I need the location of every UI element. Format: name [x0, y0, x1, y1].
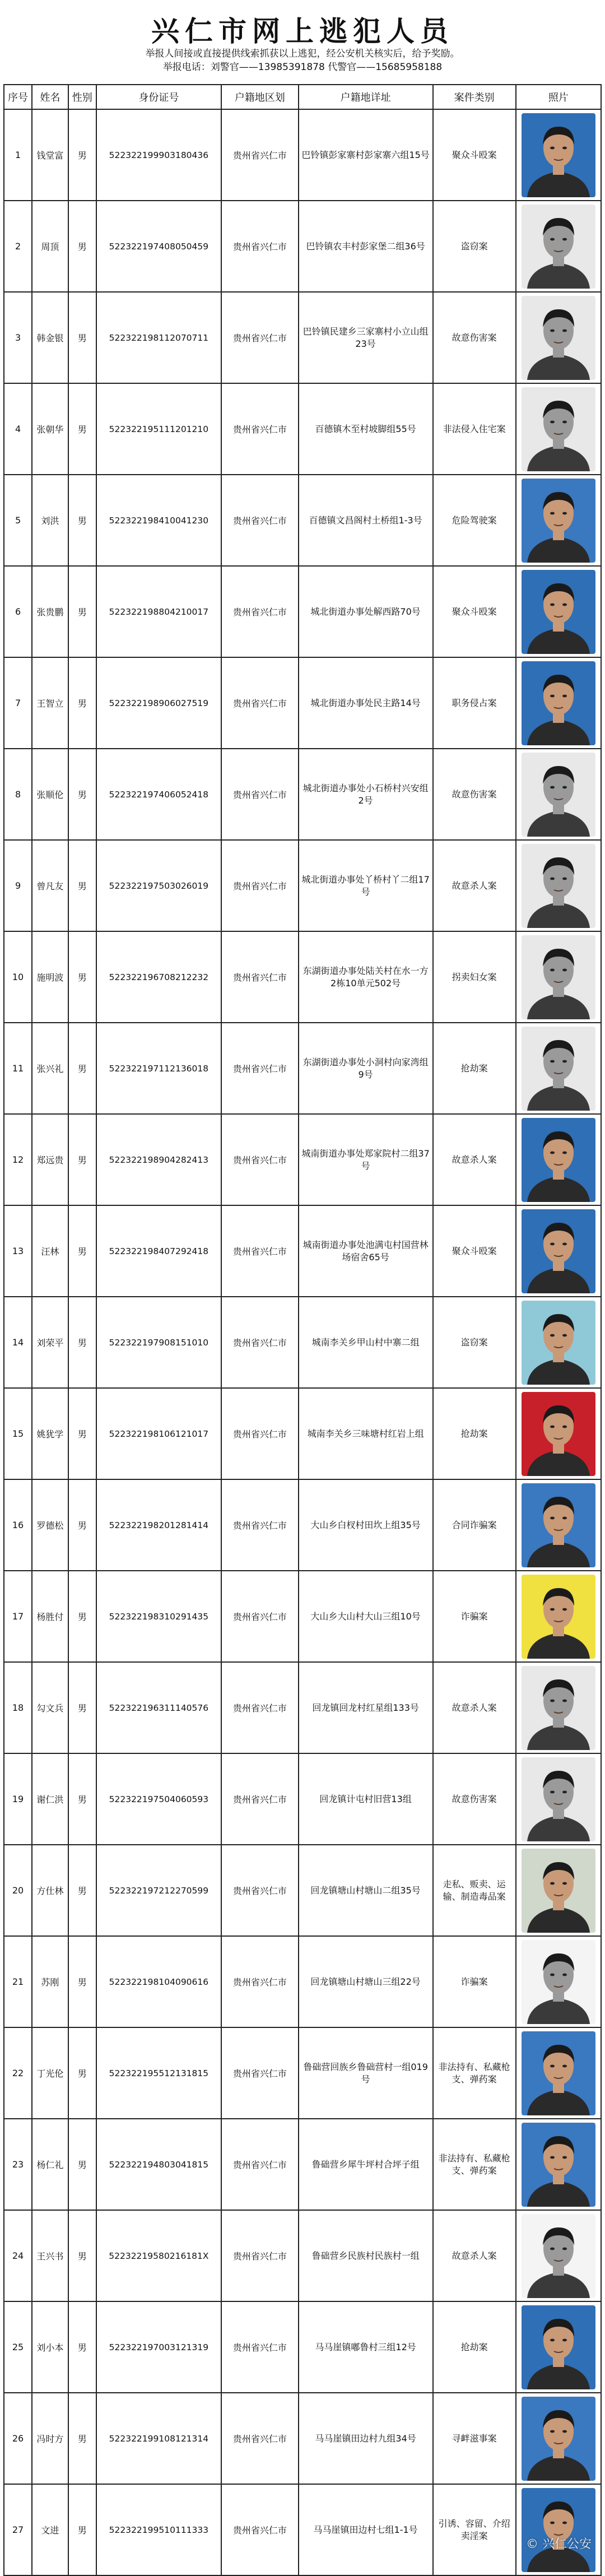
- cell-id-number: 522322199108121314: [96, 2393, 221, 2484]
- cell-id-number: 522322197503026019: [96, 840, 221, 931]
- cell-photo: [516, 292, 601, 383]
- cell-sex: 男: [68, 1023, 96, 1114]
- mugshot-photo: [522, 1209, 595, 1293]
- cell-crime: 抢劫案: [433, 1023, 516, 1114]
- table-row: [4, 749, 601, 840]
- cell-name: 张顺伦: [32, 749, 68, 840]
- cell-address: 城北街道办事处解西路70号: [299, 566, 433, 657]
- cell-id-number: 522322198410041230: [96, 475, 221, 566]
- cell-id-number: 522322198804210017: [96, 566, 221, 657]
- cell-address: 百德镇木至村坡脚组55号: [299, 383, 433, 475]
- table-row: [4, 2301, 601, 2393]
- cell-region: 贵州省兴仁市: [221, 1845, 299, 1936]
- cell-id-number: 522322198104090616: [96, 1936, 221, 2027]
- cell-sex: 男: [68, 2393, 96, 2484]
- cell-region: 贵州省兴仁市: [221, 657, 299, 749]
- page-title: 兴仁市网上逃犯人员: [151, 15, 454, 48]
- cell-no: 23: [4, 2119, 32, 2210]
- watermark: © 兴仁公安: [526, 2537, 592, 2551]
- cell-region: 贵州省兴仁市: [221, 1114, 299, 1205]
- cell-address: 城南街道办事处池满屯村国营林场宿舍65号: [299, 1205, 433, 1297]
- cell-name: 冯时方: [32, 2393, 68, 2484]
- mugshot-photo: [522, 1757, 595, 1841]
- cell-sex: 男: [68, 1662, 96, 1753]
- cell-no: 14: [4, 1297, 32, 1388]
- cell-photo: [516, 1845, 601, 1936]
- cell-crime: 抢劫案: [433, 1388, 516, 1479]
- table-row: [4, 1114, 601, 1205]
- cell-no: 25: [4, 2301, 32, 2393]
- mugshot-photo: [522, 113, 595, 197]
- notice-reward-line: 举报人间接或直接提供线索抓获以上逃犯，经公安机关核实后，给予奖励。: [145, 48, 460, 59]
- cell-address: 城北街道办事处丫桥村丫二组17号: [299, 840, 433, 931]
- cell-name: 罗德松: [32, 1479, 68, 1571]
- cell-id-number: 522322196311140576: [96, 1662, 221, 1753]
- table-row: [4, 292, 601, 383]
- table-body: [4, 109, 601, 2575]
- cell-no: 8: [4, 749, 32, 840]
- cell-crime: 抢劫案: [433, 2301, 516, 2393]
- cell-sex: 男: [68, 475, 96, 566]
- col-header-crime: 案件类别: [433, 85, 516, 109]
- mugshot-photo: [522, 2488, 595, 2572]
- cell-name: 苏刚: [32, 1936, 68, 2027]
- mugshot-photo: [522, 753, 595, 837]
- cell-address: 城南李关乡三味塘村红岩上组: [299, 1388, 433, 1479]
- cell-crime: 拐卖妇女案: [433, 931, 516, 1023]
- cell-crime: 故意伤害案: [433, 292, 516, 383]
- cell-region: 贵州省兴仁市: [221, 2027, 299, 2119]
- cell-crime: 非法持有、私藏枪支、弹药案: [433, 2027, 516, 2119]
- cell-address: 城北街道办事处小石桥村兴安组2号: [299, 749, 433, 840]
- cell-id-number: 522322198106121017: [96, 1388, 221, 1479]
- cell-name: 钱堂富: [32, 109, 68, 201]
- cell-name: 周顶: [32, 201, 68, 292]
- cell-sex: 男: [68, 2484, 96, 2575]
- cell-id-number: 522322197504060593: [96, 1753, 221, 1845]
- cell-address: 马马崖镇嘟鲁村三组12号: [299, 2301, 433, 2393]
- mugshot-photo: [522, 479, 595, 563]
- cell-address: 马马崖镇田边村七组1-1号: [299, 2484, 433, 2575]
- mugshot-photo: [522, 935, 595, 1019]
- cell-crime: 寻衅滋事案: [433, 2393, 516, 2484]
- cell-region: 贵州省兴仁市: [221, 931, 299, 1023]
- mugshot-photo: [522, 2214, 595, 2298]
- cell-crime: 故意杀人案: [433, 1114, 516, 1205]
- cell-name: 汪林: [32, 1205, 68, 1297]
- mugshot-photo: [522, 1118, 595, 1202]
- cell-address: 城南街道办事处郑家院村二组37号: [299, 1114, 433, 1205]
- cell-address: 东湖街道办事处陆关村在水一方2栋10单元502号: [299, 931, 433, 1023]
- cell-id-number: 522322198906027519: [96, 657, 221, 749]
- cell-photo: [516, 657, 601, 749]
- table-row: [4, 1297, 601, 1388]
- cell-photo: [516, 2119, 601, 2210]
- cell-sex: 男: [68, 1479, 96, 1571]
- cell-no: 17: [4, 1571, 32, 1662]
- table-row: [4, 2210, 601, 2301]
- cell-id-number: 522322198407292418: [96, 1205, 221, 1297]
- cell-sex: 男: [68, 566, 96, 657]
- cell-sex: 男: [68, 383, 96, 475]
- mugshot-photo: [522, 387, 595, 471]
- cell-id-number: 522322197112136018: [96, 1023, 221, 1114]
- table-row: [4, 475, 601, 566]
- cell-id-number: 522322197406052418: [96, 749, 221, 840]
- cell-no: 12: [4, 1114, 32, 1205]
- cell-name: 姚犹学: [32, 1388, 68, 1479]
- cell-sex: 男: [68, 749, 96, 840]
- cell-region: 贵州省兴仁市: [221, 1388, 299, 1479]
- col-header-address: 户籍地详址: [299, 85, 433, 109]
- cell-region: 贵州省兴仁市: [221, 2119, 299, 2210]
- cell-region: 贵州省兴仁市: [221, 2393, 299, 2484]
- cell-sex: 男: [68, 109, 96, 201]
- cell-name: 杨胜付: [32, 1571, 68, 1662]
- cell-name: 曾凡友: [32, 840, 68, 931]
- cell-region: 贵州省兴仁市: [221, 109, 299, 201]
- notice-block: [0, 47, 605, 74]
- cell-address: 回龙镇塘山村塘山三组22号: [299, 1936, 433, 2027]
- cell-no: 16: [4, 1479, 32, 1571]
- cell-no: 4: [4, 383, 32, 475]
- cell-sex: 男: [68, 657, 96, 749]
- cell-crime: 故意伤害案: [433, 749, 516, 840]
- cell-no: 3: [4, 292, 32, 383]
- col-header-region: 户籍地区划: [221, 85, 299, 109]
- cell-crime: 职务侵占案: [433, 657, 516, 749]
- cell-id-number: 52232219580216181X: [96, 2210, 221, 2301]
- mugshot-photo: [522, 205, 595, 289]
- cell-no: 6: [4, 566, 32, 657]
- cell-no: 1: [4, 109, 32, 201]
- cell-photo: [516, 109, 601, 201]
- cell-crime: 非法持有、私藏枪支、弹药案: [433, 2119, 516, 2210]
- cell-name: 韩金银: [32, 292, 68, 383]
- cell-crime: 诈骗案: [433, 1936, 516, 2027]
- mugshot-photo: [522, 1301, 595, 1385]
- cell-sex: 男: [68, 2027, 96, 2119]
- cell-id-number: 522322197908151010: [96, 1297, 221, 1388]
- cell-sex: 男: [68, 931, 96, 1023]
- cell-no: 21: [4, 1936, 32, 2027]
- cell-crime: 故意杀人案: [433, 1662, 516, 1753]
- cell-no: 20: [4, 1845, 32, 1936]
- cell-id-number: 522322197408050459: [96, 201, 221, 292]
- cell-no: 24: [4, 2210, 32, 2301]
- cell-photo: [516, 2301, 601, 2393]
- cell-sex: 男: [68, 2119, 96, 2210]
- table-row: [4, 2119, 601, 2210]
- col-header-name: 姓名: [32, 85, 68, 109]
- cell-crime: 聚众斗殴案: [433, 1205, 516, 1297]
- table-row: [4, 1845, 601, 1936]
- cell-region: 贵州省兴仁市: [221, 1571, 299, 1662]
- cell-crime: 盗窃案: [433, 1297, 516, 1388]
- cell-photo: [516, 931, 601, 1023]
- cell-photo: [516, 566, 601, 657]
- cell-id-number: 522322195111201210: [96, 383, 221, 475]
- cell-sex: 男: [68, 1571, 96, 1662]
- cell-name: 刘洪: [32, 475, 68, 566]
- cell-region: 贵州省兴仁市: [221, 1662, 299, 1753]
- page-header: [0, 0, 605, 84]
- cell-name: 杨仁礼: [32, 2119, 68, 2210]
- cell-crime: 走私、贩卖、运输、制造毒品案: [433, 1845, 516, 1936]
- col-header-sex: 性别: [68, 85, 96, 109]
- table-row: [4, 2027, 601, 2119]
- cell-region: 贵州省兴仁市: [221, 566, 299, 657]
- cell-crime: 合同诈骗案: [433, 1479, 516, 1571]
- cell-region: 贵州省兴仁市: [221, 1297, 299, 1388]
- cell-name: 张贵鹏: [32, 566, 68, 657]
- cell-no: 18: [4, 1662, 32, 1753]
- cell-crime: 聚众斗殴案: [433, 109, 516, 201]
- cell-id-number: 522322198904282413: [96, 1114, 221, 1205]
- cell-photo: [516, 475, 601, 566]
- col-header-no: 序号: [4, 85, 32, 109]
- cell-address: 百德镇文昌阁村土桥组1-3号: [299, 475, 433, 566]
- cell-address: 城北街道办事处民主路14号: [299, 657, 433, 749]
- cell-photo: [516, 1114, 601, 1205]
- cell-region: 贵州省兴仁市: [221, 383, 299, 475]
- cell-no: 27: [4, 2484, 32, 2575]
- table-row: [4, 1753, 601, 1845]
- cell-no: 11: [4, 1023, 32, 1114]
- cell-name: 丁光伦: [32, 2027, 68, 2119]
- cell-sex: 男: [68, 840, 96, 931]
- table-row: [4, 109, 601, 201]
- mugshot-photo: [522, 661, 595, 745]
- cell-no: 19: [4, 1753, 32, 1845]
- cell-photo: [516, 2393, 601, 2484]
- cell-region: 贵州省兴仁市: [221, 749, 299, 840]
- table-row: [4, 1388, 601, 1479]
- cell-id-number: 522322199510111333: [96, 2484, 221, 2575]
- col-header-id: 身份证号: [96, 85, 221, 109]
- cell-photo: [516, 1753, 601, 1845]
- cell-name: 郑远贵: [32, 1114, 68, 1205]
- mugshot-photo: [522, 1027, 595, 1111]
- cell-region: 贵州省兴仁市: [221, 1479, 299, 1571]
- cell-photo: [516, 383, 601, 475]
- mugshot-photo: [522, 2305, 595, 2389]
- cell-sex: 男: [68, 1297, 96, 1388]
- cell-photo: [516, 1936, 601, 2027]
- cell-address: 巴铃镇民建乡三家寨村小立山组23号: [299, 292, 433, 383]
- cell-region: 贵州省兴仁市: [221, 1023, 299, 1114]
- mugshot-photo: [522, 1483, 595, 1567]
- cell-name: 王兴书: [32, 2210, 68, 2301]
- cell-no: 15: [4, 1388, 32, 1479]
- table-row: [4, 931, 601, 1023]
- cell-address: 巴铃镇彭家寨村彭家寨六组15号: [299, 109, 433, 201]
- cell-address: 回龙镇计屯村旧营13组: [299, 1753, 433, 1845]
- cell-crime: 聚众斗殴案: [433, 566, 516, 657]
- mugshot-photo: [522, 1666, 595, 1750]
- cell-id-number: 522322198310291435: [96, 1571, 221, 1662]
- table-row: [4, 2393, 601, 2484]
- cell-no: 26: [4, 2393, 32, 2484]
- cell-photo: [516, 1205, 601, 1297]
- cell-id-number: 522322197212270599: [96, 1845, 221, 1936]
- cell-no: 5: [4, 475, 32, 566]
- mugshot-photo: [522, 1940, 595, 2024]
- mugshot-photo: [522, 570, 595, 654]
- cell-crime: 盗窃案: [433, 201, 516, 292]
- table-row: [4, 657, 601, 749]
- cell-region: 贵州省兴仁市: [221, 1753, 299, 1845]
- cell-region: 贵州省兴仁市: [221, 2484, 299, 2575]
- cell-id-number: 522322197003121319: [96, 2301, 221, 2393]
- cell-id-number: 522322194803041815: [96, 2119, 221, 2210]
- cell-name: 刘小本: [32, 2301, 68, 2393]
- mugshot-photo: [522, 2031, 595, 2115]
- fugitive-table: [3, 84, 602, 2576]
- cell-crime: 故意杀人案: [433, 2210, 516, 2301]
- table-row: [4, 1023, 601, 1114]
- table-row: [4, 201, 601, 292]
- notice-phone-line: 举报电话：刘警官——13985391878 代警官——15685958188: [162, 62, 443, 73]
- cell-photo: [516, 2027, 601, 2119]
- cell-no: 13: [4, 1205, 32, 1297]
- cell-photo: [516, 1571, 601, 1662]
- cell-name: 文进: [32, 2484, 68, 2575]
- cell-name: 张兴礼: [32, 1023, 68, 1114]
- cell-sex: 男: [68, 1753, 96, 1845]
- cell-name: 勾文兵: [32, 1662, 68, 1753]
- cell-no: 22: [4, 2027, 32, 2119]
- cell-name: 施明波: [32, 931, 68, 1023]
- cell-address: 大山乡白杈村田坎上组35号: [299, 1479, 433, 1571]
- cell-sex: 男: [68, 1936, 96, 2027]
- cell-photo: [516, 2210, 601, 2301]
- cell-address: 东湖街道办事处小洞村向家湾组9号: [299, 1023, 433, 1114]
- table-row: [4, 1662, 601, 1753]
- cell-crime: 引诱、容留、介绍卖淫案: [433, 2484, 516, 2575]
- cell-region: 贵州省兴仁市: [221, 840, 299, 931]
- cell-no: 7: [4, 657, 32, 749]
- cell-address: 城南李关乡甲山村中寨二组: [299, 1297, 433, 1388]
- cell-photo: [516, 840, 601, 931]
- cell-sex: 男: [68, 1388, 96, 1479]
- cell-photo: [516, 1297, 601, 1388]
- cell-no: 9: [4, 840, 32, 931]
- cell-id-number: 522322195512131815: [96, 2027, 221, 2119]
- mugshot-photo: [522, 1849, 595, 1933]
- cell-id-number: 522322196708212232: [96, 931, 221, 1023]
- cell-address: 马马崖镇田边村九组34号: [299, 2393, 433, 2484]
- cell-name: 方仕林: [32, 1845, 68, 1936]
- table-header-row: [4, 85, 601, 109]
- cell-name: 刘荣平: [32, 1297, 68, 1388]
- cell-photo: [516, 1662, 601, 1753]
- cell-address: 巴铃镇农丰村彭家堡二组36号: [299, 201, 433, 292]
- cell-crime: 诈骗案: [433, 1571, 516, 1662]
- cell-address: 回龙镇回龙村红星组133号: [299, 1662, 433, 1753]
- cell-address: 鲁础营回族乡鲁础营村一组019号: [299, 2027, 433, 2119]
- cell-crime: 故意伤害案: [433, 1753, 516, 1845]
- cell-address: 鲁础营乡民族村民族村一组: [299, 2210, 433, 2301]
- cell-no: 2: [4, 201, 32, 292]
- cell-crime: 危险驾驶案: [433, 475, 516, 566]
- cell-id-number: 522322198201281414: [96, 1479, 221, 1571]
- cell-name: 王智立: [32, 657, 68, 749]
- cell-no: 10: [4, 931, 32, 1023]
- table-row: [4, 840, 601, 931]
- cell-region: 贵州省兴仁市: [221, 292, 299, 383]
- cell-sex: 男: [68, 1845, 96, 1936]
- col-header-photo: 照片: [516, 85, 601, 109]
- cell-crime: 非法侵入住宅案: [433, 383, 516, 475]
- cell-photo: [516, 1023, 601, 1114]
- cell-photo: [516, 1388, 601, 1479]
- cell-photo: [516, 1479, 601, 1571]
- table-row: [4, 1479, 601, 1571]
- cell-crime: 故意杀人案: [433, 840, 516, 931]
- cell-region: 贵州省兴仁市: [221, 2301, 299, 2393]
- cell-sex: 男: [68, 201, 96, 292]
- mugshot-photo: [522, 1575, 595, 1659]
- cell-id-number: 522322199903180436: [96, 109, 221, 201]
- cell-region: 贵州省兴仁市: [221, 1936, 299, 2027]
- cell-region: 贵州省兴仁市: [221, 2210, 299, 2301]
- table-row: [4, 383, 601, 475]
- mugshot-photo: [522, 844, 595, 928]
- mugshot-photo: [522, 2123, 595, 2207]
- cell-sex: 男: [68, 2210, 96, 2301]
- cell-region: 贵州省兴仁市: [221, 1205, 299, 1297]
- cell-photo: [516, 749, 601, 840]
- cell-region: 贵州省兴仁市: [221, 201, 299, 292]
- cell-sex: 男: [68, 1205, 96, 1297]
- table-row: [4, 1205, 601, 1297]
- cell-address: 大山乡大山村大山三组10号: [299, 1571, 433, 1662]
- cell-sex: 男: [68, 292, 96, 383]
- cell-sex: 男: [68, 1114, 96, 1205]
- table-row: [4, 1571, 601, 1662]
- table-row: [4, 1936, 601, 2027]
- table-row: [4, 566, 601, 657]
- cell-photo: [516, 201, 601, 292]
- mugshot-photo: [522, 1392, 595, 1476]
- mugshot-photo: [522, 2397, 595, 2481]
- cell-sex: 男: [68, 2301, 96, 2393]
- fugitive-table-container: [3, 84, 602, 2558]
- cell-name: 张朝华: [32, 383, 68, 475]
- cell-region: 贵州省兴仁市: [221, 475, 299, 566]
- cell-name: 谢仁洪: [32, 1753, 68, 1845]
- cell-id-number: 522322198112070711: [96, 292, 221, 383]
- cell-address: 鲁础营乡犀牛坪村合坪子组: [299, 2119, 433, 2210]
- cell-address: 回龙镇塘山村塘山二组35号: [299, 1845, 433, 1936]
- mugshot-photo: [522, 296, 595, 380]
